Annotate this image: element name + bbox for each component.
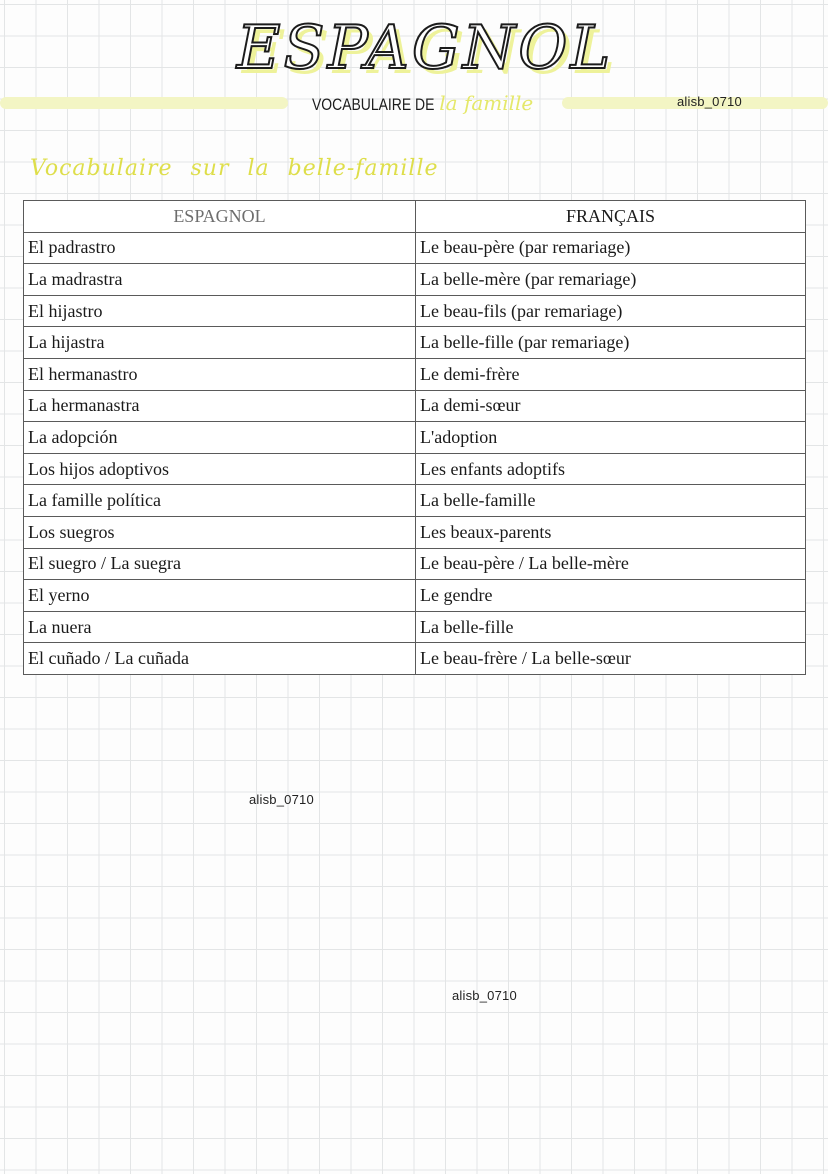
section-heading: Vocabulaire sur la belle-famille xyxy=(30,156,439,181)
table-row xyxy=(24,422,806,454)
cell-francais: Le beau-père / La belle-mère xyxy=(416,548,806,580)
watermark-middle: alisb_0710 xyxy=(249,792,314,807)
table-row xyxy=(24,295,806,327)
subtitle-script: la famille xyxy=(439,91,534,115)
table-row xyxy=(24,611,806,643)
cell-francais: L'adoption xyxy=(416,422,806,454)
column-header-francais: FRANÇAIS xyxy=(416,201,806,233)
cell-francais: Les beaux-parents xyxy=(416,516,806,548)
table-row xyxy=(24,264,806,296)
subtitle xyxy=(312,91,533,117)
cell-espagnol: La madrastra xyxy=(24,264,416,296)
table-row xyxy=(24,390,806,422)
cell-francais: Le gendre xyxy=(416,580,806,612)
cell-espagnol: La hijastra xyxy=(24,327,416,359)
cell-espagnol: El padrastro xyxy=(24,232,416,264)
table-header-row xyxy=(24,201,806,233)
watermark-header: alisb_0710 xyxy=(677,94,742,109)
table-row xyxy=(24,548,806,580)
watermark-lower: alisb_0710 xyxy=(452,988,517,1003)
table-row xyxy=(24,643,806,675)
cell-francais: La demi-sœur xyxy=(416,390,806,422)
cell-espagnol: Los hijos adoptivos xyxy=(24,453,416,485)
cell-espagnol: El yerno xyxy=(24,580,416,612)
cell-espagnol: El hijastro xyxy=(24,295,416,327)
cell-espagnol: La hermanastra xyxy=(24,390,416,422)
cell-francais: Les enfants adoptifs xyxy=(416,453,806,485)
column-header-espagnol: ESPAGNOL xyxy=(24,201,416,233)
cell-espagnol: La famille política xyxy=(24,485,416,517)
cell-francais: Le beau-père (par remariage) xyxy=(416,232,806,264)
table-row xyxy=(24,485,806,517)
subtitle-plain: VOCABULAIRE DE xyxy=(312,95,435,114)
table-row xyxy=(24,327,806,359)
highlight-band-left xyxy=(0,97,288,109)
cell-espagnol: El hermanastro xyxy=(24,358,416,390)
cell-francais: Le beau-frère / La belle-sœur xyxy=(416,643,806,675)
cell-francais: La belle-fille xyxy=(416,611,806,643)
table-row xyxy=(24,580,806,612)
cell-espagnol: El cuñado / La cuñada xyxy=(24,643,416,675)
table-row xyxy=(24,453,806,485)
cell-francais: La belle-mère (par remariage) xyxy=(416,264,806,296)
table-row xyxy=(24,232,806,264)
cell-francais: Le beau-fils (par remariage) xyxy=(416,295,806,327)
vocabulary-table xyxy=(23,200,806,675)
cell-francais: Le demi-frère xyxy=(416,358,806,390)
page-title: ESPAGNOL xyxy=(236,13,614,83)
table-row xyxy=(24,358,806,390)
cell-espagnol: La adopción xyxy=(24,422,416,454)
cell-espagnol: El suegro / La suegra xyxy=(24,548,416,580)
table-row xyxy=(24,516,806,548)
cell-francais: La belle-fille (par remariage) xyxy=(416,327,806,359)
cell-espagnol: La nuera xyxy=(24,611,416,643)
cell-espagnol: Los suegros xyxy=(24,516,416,548)
cell-francais: La belle-famille xyxy=(416,485,806,517)
